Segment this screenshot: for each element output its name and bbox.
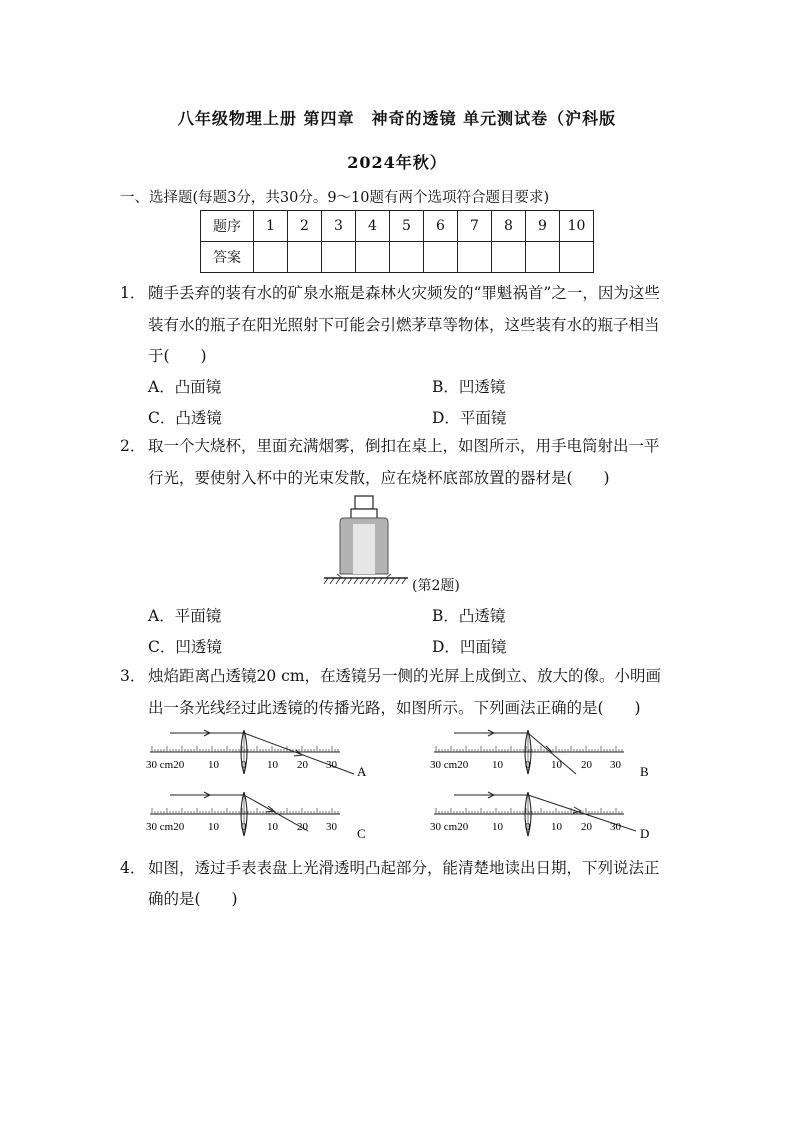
question-text: 取一个大烧杯，里面充满烟雾，倒扣在桌上，如图所示，用手电筒射出一平 (148, 437, 660, 455)
answer-cell[interactable] (458, 242, 492, 273)
answer-cell[interactable] (356, 242, 390, 273)
option-a[interactable]: A．平面镜 (148, 607, 222, 625)
tick-label: 10 (551, 821, 562, 833)
tick-label: 20 (297, 759, 308, 771)
light-beam (353, 524, 375, 574)
option-c[interactable]: C．凹透镜 (148, 638, 222, 656)
table-row-numbers (201, 211, 594, 242)
tick-label: 10 (208, 821, 219, 833)
option-label: B (640, 764, 649, 779)
table-cell: 1 (254, 211, 288, 242)
question-text: 确的是( ) (148, 890, 238, 908)
answer-cell[interactable] (526, 242, 560, 273)
option-b[interactable]: B．凹透镜 (432, 378, 506, 396)
table-cell: 7 (458, 211, 492, 242)
option-label: A (357, 764, 367, 779)
tick-label: 0 (525, 821, 531, 833)
option-label: C (357, 826, 366, 841)
table-cell: 5 (390, 211, 424, 242)
table-cell: 3 (322, 211, 356, 242)
option-d[interactable]: D．平面镜 (432, 409, 507, 427)
answer-cell[interactable] (390, 242, 424, 273)
table-cell: 10 (560, 211, 594, 242)
figure-caption: (第2题) (412, 578, 460, 594)
tick-label: 30 cm20 (146, 759, 185, 771)
answer-cell[interactable] (322, 242, 356, 273)
table-header-cell: 答案 (201, 242, 254, 273)
arrow-icon (266, 806, 274, 812)
option-a[interactable]: A．凸面镜 (148, 378, 222, 396)
option-d[interactable]: D．凹面镜 (432, 638, 507, 656)
tick-label: 20 (581, 759, 592, 771)
tick-label: 30 (326, 759, 337, 771)
tick-label: 10 (208, 759, 219, 771)
diagram-option-a (146, 730, 367, 779)
table-cell: 2 (288, 211, 322, 242)
tick-label: 30 cm20 (430, 821, 469, 833)
question-text: 随手丢弃的装有水的矿泉水瓶是森林火灾频发的“罪魁祸首”之一，因为这些 (148, 284, 660, 302)
tick-label: 30 cm20 (430, 759, 469, 771)
option-b[interactable]: B．凸透镜 (432, 607, 506, 625)
question-text: 行光，要使射入杯中的光束发散，应在烧杯底部放置的器材是( ) (148, 469, 610, 487)
tick-label: 30 (326, 821, 337, 833)
table-cell: 8 (492, 211, 526, 242)
ruler-ticks (436, 808, 622, 814)
question-text: 烛焰距离凸透镜20 cm，在透镜另一侧的光屏上成倒立、放大的像。小明画 (148, 667, 662, 685)
arrow-icon (544, 746, 552, 752)
tick-label: 10 (492, 821, 503, 833)
table-cell: 6 (424, 211, 458, 242)
question-number: 3． (120, 667, 146, 685)
ruler-ticks (436, 746, 622, 752)
ruler-ticks (152, 746, 338, 752)
table-hatch (324, 578, 406, 584)
answer-cell[interactable] (560, 242, 594, 273)
tick-label: 30 (610, 821, 621, 833)
beaker-flashlight-figure (320, 494, 412, 590)
tick-label: 30 cm20 (146, 821, 185, 833)
tick-label: 10 (267, 821, 278, 833)
tick-label: 0 (525, 759, 531, 771)
diagram-option-c (146, 792, 366, 841)
page-title: 八年级物理上册 第四章 神奇的透镜 单元测试卷（沪科版 (177, 109, 617, 128)
question-text: 如图，透过手表表盘上光滑透明凸起部分，能清楚地读出日期，下列说法正 (148, 859, 660, 877)
tick-label: 30 (610, 759, 621, 771)
option-label: D (640, 826, 650, 841)
lens-diagram-right (424, 722, 674, 852)
question-text: 于( ) (148, 347, 207, 365)
question-text: 出一条光线经过此透镜的传播光路，如图所示。下列画法正确的是( ) (148, 699, 641, 717)
answer-cell[interactable] (492, 242, 526, 273)
answer-table (200, 210, 594, 273)
tick-label: 0 (241, 759, 247, 771)
option-c[interactable]: C．凸透镜 (148, 409, 222, 427)
answer-cell[interactable] (424, 242, 458, 273)
tick-label: 20 (581, 821, 592, 833)
question-text: 装有水的瓶子在阳光照射下可能会引燃茅草等物体，这些装有水的瓶子相当 (148, 316, 660, 334)
answer-cell[interactable] (254, 242, 288, 273)
table-cell: 4 (356, 211, 390, 242)
tick-label: 10 (267, 759, 278, 771)
answer-cell[interactable] (288, 242, 322, 273)
table-header-cell: 题序 (201, 211, 254, 242)
section-heading: 一、选择题(每题3分，共30分。9～10题有两个选项符合题目要求) (120, 190, 550, 206)
flashlight-head (355, 496, 373, 509)
ruler-ticks (152, 808, 338, 814)
tick-label: 10 (492, 759, 503, 771)
question-number: 1． (120, 284, 146, 302)
table-cell: 9 (526, 211, 560, 242)
table-row-answers (201, 242, 594, 273)
tick-label: 20 (297, 821, 308, 833)
tick-label: 10 (551, 759, 562, 771)
tick-label: 0 (241, 821, 247, 833)
diagram-option-b (430, 730, 649, 779)
question-number: 4． (120, 859, 146, 877)
page-title-line2: 2024年秋） (347, 153, 447, 172)
diagram-option-d (430, 792, 649, 841)
question-number: 2． (120, 437, 146, 455)
